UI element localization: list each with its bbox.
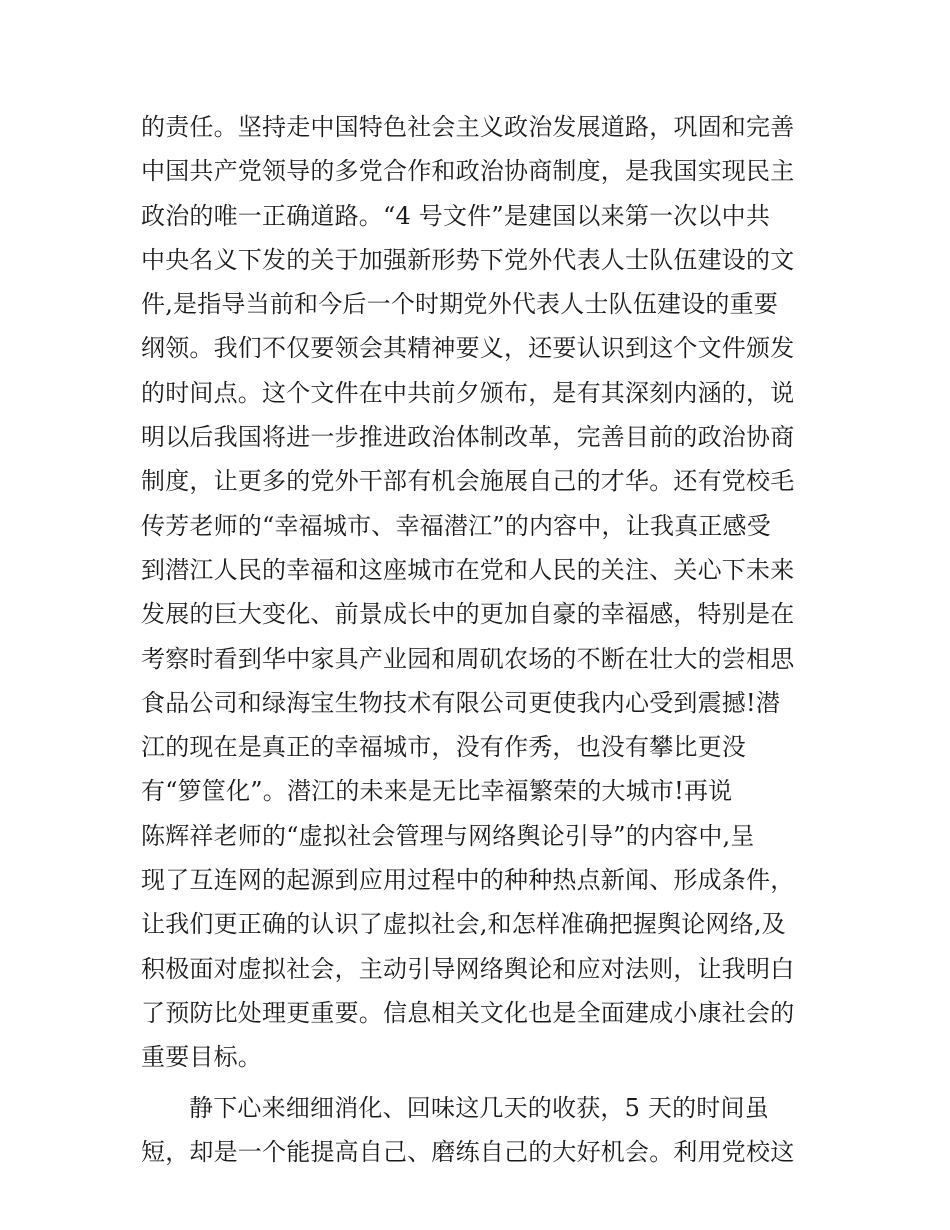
text-line: 发展的巨大变化、前景成长中的更加自豪的幸福感，特别是在	[141, 600, 795, 629]
text-line: 了预防比处理更重要。信息相关文化也是全面建成小康社会的	[141, 998, 795, 1027]
text-line: 考察时看到华中家具产业园和周矶农场的不断在壮大的尝相思	[141, 644, 795, 673]
text-line: 的责任。坚持走中国特色社会主义政治发展道路，巩固和完善	[141, 113, 795, 141]
text-line: 政治的唯一正确道路。“4 号文件”是建国以来第一次以中共	[141, 201, 771, 230]
text-line: 的时间点。这个文件在中共前夕颁布，是有其深刻内涵的，说	[141, 378, 795, 407]
paragraph-start-line: 静下心来细细消化、回味这几天的收获，5 天的时间虽	[189, 1093, 769, 1122]
text-line: 传芳老师的“幸福城市、幸福潜江”的内容中，让我真正感受	[141, 511, 771, 540]
text-line: 有“箩筐化”。潜江的未来是无比幸福繁荣的大城市!再说	[141, 777, 733, 806]
text-line: 江的现在是真正的幸福城市，没有作秀，也没有攀比更没	[141, 733, 746, 762]
text-line: 件,是指导当前和今后一个时期党外代表人士队伍建设的重要	[141, 290, 779, 319]
text-line: 明以后我国将进一步推进政治体制改革，完善目前的政治协商	[141, 423, 795, 452]
text-line: 中央名义下发的关于加强新形势下党外代表人士队伍建设的文	[141, 245, 795, 274]
text-line: 食品公司和绿海宝生物技术有限公司更使我内心受到震撼!潜	[141, 688, 781, 717]
text-line: 短，却是一个能提高自己、磨练自己的大好机会。利用党校这	[141, 1137, 795, 1166]
text-line: 积极面对虚拟社会，主动引导网络舆论和应对法则，让我明白	[141, 954, 795, 983]
text-line: 现了互连网的起源到应用过程中的种种热点新闻、形成条件，	[141, 866, 795, 895]
text-line: 让我们更正确的认识了虚拟社会,和怎样准确把握舆论网络,及	[141, 910, 786, 939]
text-line: 重要目标。	[141, 1043, 262, 1072]
text-line: 纲领。我们不仅要领会其精神要义，还要认识到这个文件颁发	[141, 334, 795, 363]
text-line: 制度，让更多的党外干部有机会施展自己的才华。还有党校毛	[141, 467, 795, 496]
text-line: 陈辉祥老师的“虚拟社会管理与网络舆论引导”的内容中,呈	[141, 821, 755, 850]
body-text	[141, 105, 821, 1174]
text-line: 中国共产党领导的多党合作和政治协商制度，是我国实现民主	[141, 157, 795, 186]
text-line: 到潜江人民的幸福和这座城市在党和人民的关注、关心下未来	[141, 555, 795, 584]
